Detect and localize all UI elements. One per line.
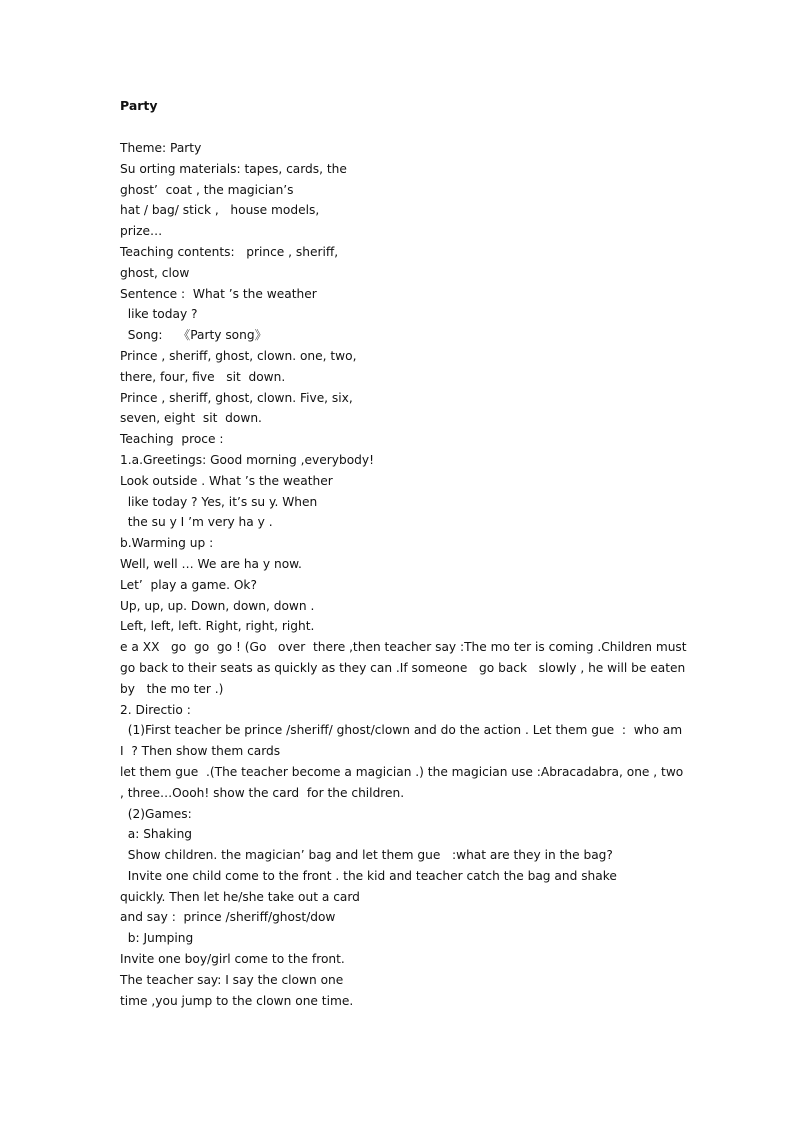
text-line: time ,you jump to the clown one time. xyxy=(120,993,354,1008)
text-line: prize… xyxy=(120,224,163,239)
text-line: Theme: Party xyxy=(120,141,202,155)
text-line: (1)First teacher be prince /sheriff/ ghost/clown and do the action . Let them gue : who am xyxy=(120,723,683,738)
text-line: b: Jumping xyxy=(120,931,194,946)
text-line: hat / bag/ stick , house models, xyxy=(120,203,320,218)
text-line: and say : prince /sheriff/ghost/dow xyxy=(120,910,336,925)
text-line: Sentence : What ’s the weather xyxy=(120,286,317,301)
text-line: Invite one boy/girl come to the front. xyxy=(120,952,345,967)
text-line: there, four, five sit down. xyxy=(120,369,286,384)
text-line: 1.a.Greetings: Good morning ,everybody! xyxy=(120,452,374,467)
text-line: Teaching proce : xyxy=(120,432,224,447)
text-line: , three…Oooh! show the card for the children. xyxy=(120,785,405,800)
text-line: like today ? xyxy=(120,307,198,322)
text-line: Left, left, left. Right, right, right. xyxy=(120,619,315,634)
text-line: Up, up, up. Down, down, down . xyxy=(120,598,315,613)
text-line: a: Shaking xyxy=(120,827,193,842)
text-line: Prince , sheriff, ghost, clown. Five, six, xyxy=(120,390,353,405)
text-line: Show children. the magician’ bag and let them gue :what are they in the bag? xyxy=(120,848,613,863)
text-line: I ? Then show them cards xyxy=(120,744,281,759)
text-line: 2. Directio : xyxy=(120,702,191,717)
text-line: Well, well … We are ha y now. xyxy=(120,556,302,571)
text-line: Let’ play a game. Ok? xyxy=(120,577,257,592)
text-line: go back to their seats as quickly as they can .If someone go back slowly , he will be eaten xyxy=(120,660,686,675)
text-line: by the mo ter .) xyxy=(120,681,224,696)
text-line: (2)Games: xyxy=(120,806,192,821)
text-line: The teacher say: I say the clown one xyxy=(120,972,344,987)
text-line: like today ? Yes, it’s su y. When xyxy=(120,494,318,509)
text-line: seven, eight sit down. xyxy=(120,411,262,426)
text-line: ghost’ coat , the magician’s xyxy=(120,182,294,197)
text-line: quickly. Then let he/she take out a card xyxy=(120,889,360,904)
text-line: e a XX go go go ! (Go over there ,then teacher say :The mo ter is coming .Children must xyxy=(120,640,687,655)
text-line: Look outside . What ’s the weather xyxy=(120,473,333,488)
text-line: Su orting materials: tapes, cards, the xyxy=(120,161,347,176)
document-body xyxy=(120,138,690,1011)
text-line: Prince , sheriff, ghost, clown. one, two, xyxy=(120,348,357,363)
text-line: Invite one child come to the front . the kid and teacher catch the bag and shake xyxy=(120,868,617,883)
document-title: Party xyxy=(120,98,158,113)
text-line: b.Warming up : xyxy=(120,536,214,551)
text-line: Teaching contents: prince , sheriff, xyxy=(120,244,339,259)
text-line: let them gue .(The teacher become a magician .) the magician use :Abracadabra, one , two xyxy=(120,764,684,779)
text-line: ghost, clow xyxy=(120,265,190,280)
text-line: the su y I ’m very ha y . xyxy=(120,515,273,530)
text-line: Song: 《Party song》 xyxy=(120,328,267,343)
